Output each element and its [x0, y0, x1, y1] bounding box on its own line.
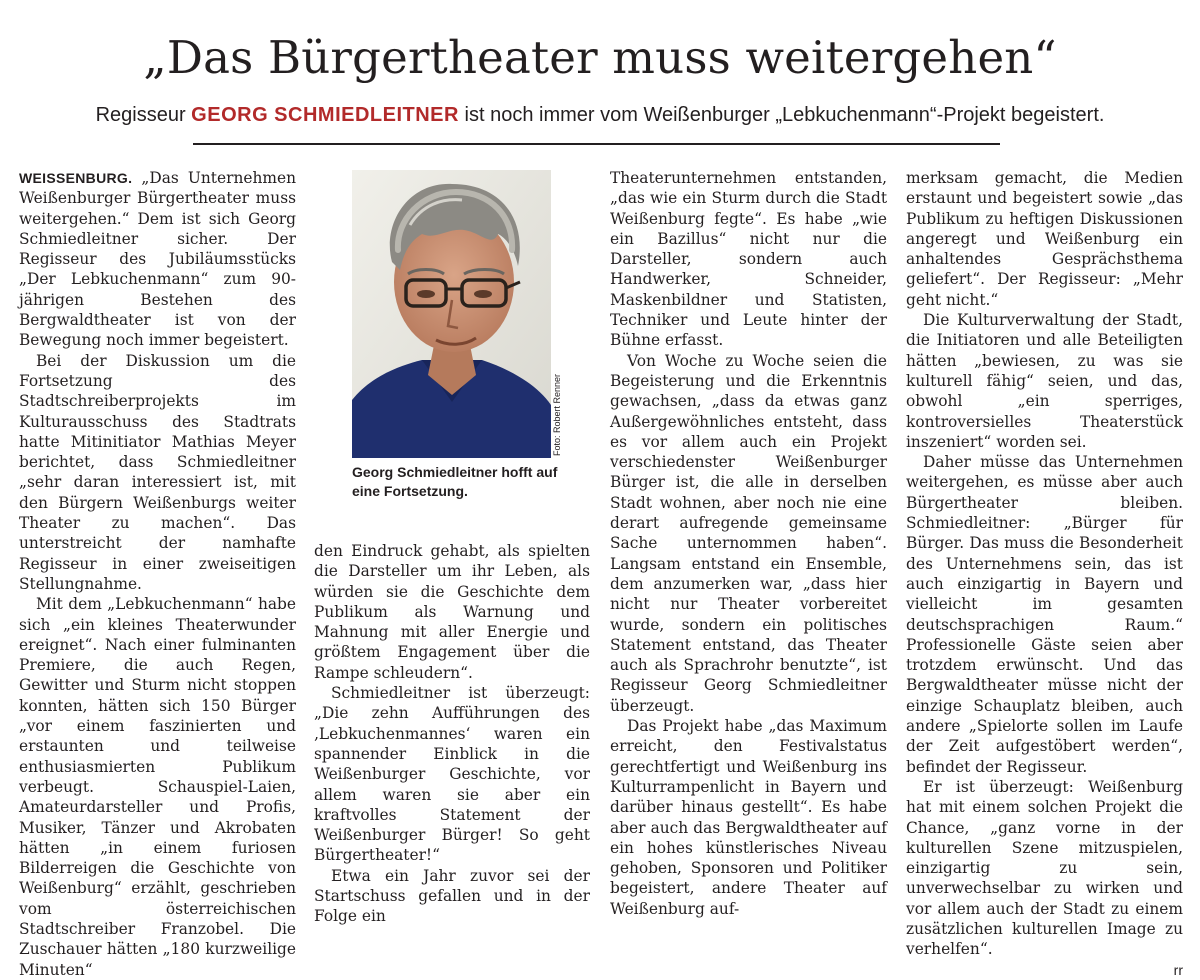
- column-2-paragraph-1: den Eindruck gehabt, als spielten die Darsteller um ihr Leben, als würden sie die Geschichte dem Publikum als Warnung und Mahnung mit aller Energie und größtem Engagement über die Rampe schleudern“.: [314, 542, 590, 682]
- column-4-paragraph-3: Daher müsse das Unternehmen weitergehen, es müsse aber auch Bürgertheater bleiben. Schmiedleitner: „Bürger für Bürger. Das muss die Besonderheit des Unternehmens sein, das ist auch einzigartig in Bayern und vielleicht im gesamten deutschsprachigen Raum.“ Professionelle Gäste seien aber trotzdem erwünscht. Und das Bergwaldtheater müsse nicht der einzige Schauplatz bleiben, auch andere „Spielorte sollen im Laufe der Zeit aufgestöbert werden“, befindet der Regisseur.: [906, 453, 1183, 776]
- article-column-4: [906, 168, 1183, 978]
- subheadline-rest: ist noch immer vom Weißenburger „Lebkuchenmann“-Projekt begeistert.: [458, 104, 1105, 126]
- subheadline-person-name: GEORG SCHMIEDLEITNER: [191, 104, 459, 126]
- article-column-1: [19, 168, 296, 979]
- headline-divider: [193, 143, 1000, 145]
- column-1-paragraph-2: Bei der Diskussion um die Fortsetzung des Stadtschreiberprojekts im Kulturausschuss des Stadtrats hatte Mitinitiator Mathias Meyer berichtet, dass Schmiedleitner „sehr daran interessiert ist, mit den Bürgern Weißenburgs weiter Theater zu machen“. Das unterstreicht der namhafte Regisseur in einer zweiseitigen Stellungnahme.: [19, 351, 296, 593]
- photo-caption: Georg Schmiedleitner hofft auf eine Fortsetzung.: [352, 464, 558, 499]
- column-2-paragraph-3: Etwa ein Jahr zuvor sei der Startschuss gefallen und in der Folge ein: [314, 866, 590, 926]
- subheadline-lead: Regisseur: [95, 104, 192, 126]
- author-signature: rr: [1173, 961, 1183, 978]
- subheadline: [0, 101, 1200, 129]
- photo-credit: Foto: Robert Renner: [552, 373, 562, 456]
- column-1-paragraph-1-text: „Das Unternehmen Weißenburger Bürgertheater muss weitergehen.“ Dem ist sich Georg Schmiedleitner sicher. Der Regisseur des Jubiläumsstücks „Der Lebkuchenmann“ zum 90-jährigen Bestehen des Bergwaldtheater ist von der Bewegung noch immer begeistert.: [19, 169, 296, 350]
- headline: „Das Bürgertheater muss weitergehen“: [143, 31, 1057, 84]
- article-column-2: [314, 541, 590, 926]
- column-4-paragraph-4: Er ist überzeugt: Weißenburg hat mit einem solchen Projekt die Chance, „ganz vorne in der kulturellen Szene mitzuspielen, einzigartig zu sein, unverwechselbar zu wirken und vor allem auch der Stadt zu einem zusätzlichen kulturellen Image zu verhelfen“.: [906, 777, 1183, 959]
- column-3-paragraph-2: Von Woche zu Woche seien die Begeisterung und die Erkenntnis gewachsen, „dass da etwas ganz Außergewöhnliches entsteht, dass es vor allem auch ein Projekt verschiedenster Weißenburger Bürger ist, die alle in derselben Stadt wohnen, aber noch nie eine derart aufregende gemeinsame Sache unternommen haben“. Langsam entstand ein Ensemble, dem anzumerken war, „dass hier nicht nur Theater vorbereitet wurde, sondern ein politisches Statement entstand, das Theater auch als Sprachrohr benutzte“, ist Regisseur Georg Schmiedleitner überzeugt.: [610, 351, 887, 715]
- column-3-paragraph-1: Theaterunternehmen entstanden, „das wie ein Sturm durch die Stadt Weißenburg fegte“. Es habe „wie ein Bazillus“ nicht nur die Darsteller, sondern auch Handwerker, Schneider, Maskenbildner und Statisten, Techniker und Leute hinter der Bühne erfasst.: [610, 169, 887, 350]
- dateline: WEISSENBURG.: [19, 170, 133, 186]
- portrait-illustration: [352, 170, 551, 458]
- column-3-paragraph-3: Das Projekt habe „das Maximum erreicht, den Festivalstatus gerechtfertigt und Weißenburg ins Kulturrampenlicht in Bayern und darüber hinaus gestellt“. Es habe aber auch das Bergwaldtheater auf ein hohes künstlerisches Niveau gehoben, Sponsoren und Politiker begeistert, andere Theater auf Weißenburg auf-: [610, 717, 887, 918]
- column-4-paragraph-1: merksam gemacht, die Medien erstaunt und begeistert sowie „das Publikum zu heftigen Diskussionen angeregt und Weißenburg ein anhaltendes Gesprächsthema geliefert“. Der Regisseur: „Mehr geht nicht.“: [906, 169, 1183, 309]
- column-2-paragraph-2: Schmiedleitner ist überzeugt: „Die zehn Aufführungen des ‚Lebkuchenmannes‘ waren ein spannender Einblick in die Weißenburger Geschichte, vor allem waren sie aber ein kraftvolles Statement der Weißenburger Bürger! So geht Bürgertheater!“: [314, 684, 590, 865]
- column-4-paragraph-2: Die Kulturverwaltung der Stadt, die Initiatoren und alle Beteiligten hätten „bewiesen, zu was sie kulturell fähig“ seien, und das, obwohl „ein sperriges, kontroversielles Theaterstück inszeniert“ worden sei.: [906, 311, 1183, 451]
- column-1-paragraph-3: Mit dem „Lebkuchenmann“ habe sich „ein kleines Theaterwunder ereignet“. Nach einer fulminanten Premiere, die auch Regen, Gewitter und Sturm nicht stoppen konnten, hätten sich 150 Bürger „vor einem faszinierten und erstaunten und teilweise enthusiasmierten Publikum verbeugt. Schauspiel-Laien, Amateurdarsteller und Profis, Musiker, Tänzer und Akrobaten hätten „in einem furiosen Bilderreigen die Geschichte von Weißenburg“ erzählt, geschrieben vom österreichischen Stadtschreiber Franzobel. Die Zuschauer hätten „180 kurzweilige Minuten“: [19, 595, 296, 979]
- article-column-3: [610, 168, 887, 918]
- portrait-photo: [352, 170, 551, 458]
- column-1-paragraph-1: [19, 168, 296, 351]
